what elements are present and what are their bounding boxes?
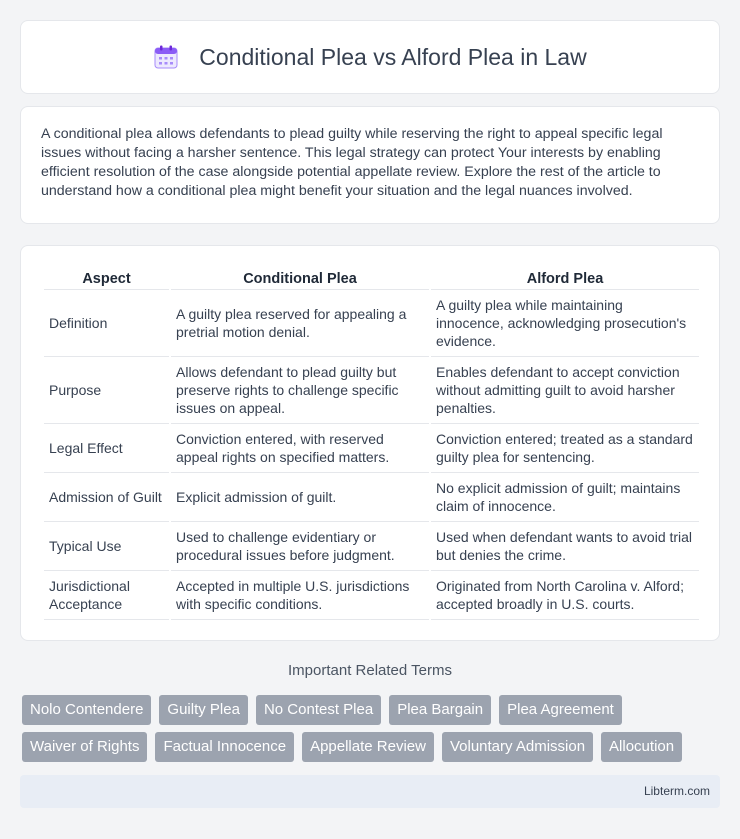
row-alford: Originated from North Carolina v. Alford; accepted broadly in U.S. courts. xyxy=(431,571,699,620)
row-conditional: A guilty plea reserved for appealing a pretrial motion denial. xyxy=(171,290,429,357)
row-conditional: Conviction entered, with reserved appeal rights on specified matters. xyxy=(171,424,429,473)
row-aspect: Legal Effect xyxy=(44,424,169,473)
related-terms-row-2 xyxy=(22,732,722,762)
title-card xyxy=(20,20,720,94)
intro-text: A conditional plea allows defendants to plead guilty while reserving the right to appeal specific legal issues without facing a harsher sentence. This legal strategy can protect Your interests by enabling efficient resolution of the case alongside potential appellate review. Explore the rest of the article to understand how a conditional plea might benefit your situation and the legal nuances involved. xyxy=(41,126,663,199)
related-term-tag[interactable]: Nolo Contendere xyxy=(22,695,151,725)
row-alford: No explicit admission of guilt; maintains claim of innocence. xyxy=(431,473,699,522)
related-term-tag[interactable]: No Contest Plea xyxy=(256,695,381,725)
row-conditional: Accepted in multiple U.S. jurisdictions with specific conditions. xyxy=(171,571,429,620)
related-term-tag[interactable]: Allocution xyxy=(601,732,682,762)
header-alford-plea: Alford Plea xyxy=(431,264,699,290)
row-conditional: Allows defendant to plead guilty but preserve rights to challenge specific issues on appeal. xyxy=(171,357,429,424)
related-term-tag[interactable]: Waiver of Rights xyxy=(22,732,147,762)
table-row xyxy=(44,357,699,424)
row-aspect: Admission of Guilt xyxy=(44,473,169,522)
table-row xyxy=(44,522,699,571)
row-alford: Used when defendant wants to avoid trial but denies the crime. xyxy=(431,522,699,571)
related-term-tag[interactable]: Plea Bargain xyxy=(389,695,491,725)
table-row xyxy=(44,290,699,357)
row-alford: A guilty plea while maintaining innocence, acknowledging prosecution's evidence. xyxy=(431,290,699,357)
row-alford: Enables defendant to accept conviction without admitting guilt to avoid harsher penalties. xyxy=(431,357,699,424)
row-alford: Conviction entered; treated as a standard guilty plea for sentencing. xyxy=(431,424,699,473)
calendar-icon xyxy=(153,44,179,70)
comparison-card xyxy=(20,245,720,641)
related-term-tag[interactable]: Guilty Plea xyxy=(159,695,248,725)
intro-card xyxy=(20,106,720,224)
table-row xyxy=(44,424,699,473)
footer-site-link[interactable]: Libterm.com xyxy=(643,784,710,798)
comparison-table xyxy=(42,264,701,620)
footer xyxy=(20,775,720,808)
related-terms-row-1 xyxy=(22,695,722,725)
row-conditional: Explicit admission of guilt. xyxy=(171,473,429,522)
header-conditional-plea: Conditional Plea xyxy=(171,264,429,290)
table-row xyxy=(44,571,699,620)
page-title: Conditional Plea vs Alford Plea in Law xyxy=(199,43,587,70)
row-aspect: Purpose xyxy=(44,357,169,424)
related-term-tag[interactable]: Appellate Review xyxy=(302,732,434,762)
table-row xyxy=(44,473,699,522)
related-term-tag[interactable]: Plea Agreement xyxy=(499,695,622,725)
table-header-row xyxy=(44,264,699,290)
related-term-tag[interactable]: Factual Innocence xyxy=(155,732,294,762)
row-aspect: Jurisdictional Acceptance xyxy=(44,571,169,620)
row-aspect: Definition xyxy=(44,290,169,357)
related-terms-title: Important Related Terms xyxy=(288,662,452,679)
header-aspect: Aspect xyxy=(44,264,169,290)
row-aspect: Typical Use xyxy=(44,522,169,571)
row-conditional: Used to challenge evidentiary or procedural issues before judgment. xyxy=(171,522,429,571)
related-term-tag[interactable]: Voluntary Admission xyxy=(442,732,593,762)
